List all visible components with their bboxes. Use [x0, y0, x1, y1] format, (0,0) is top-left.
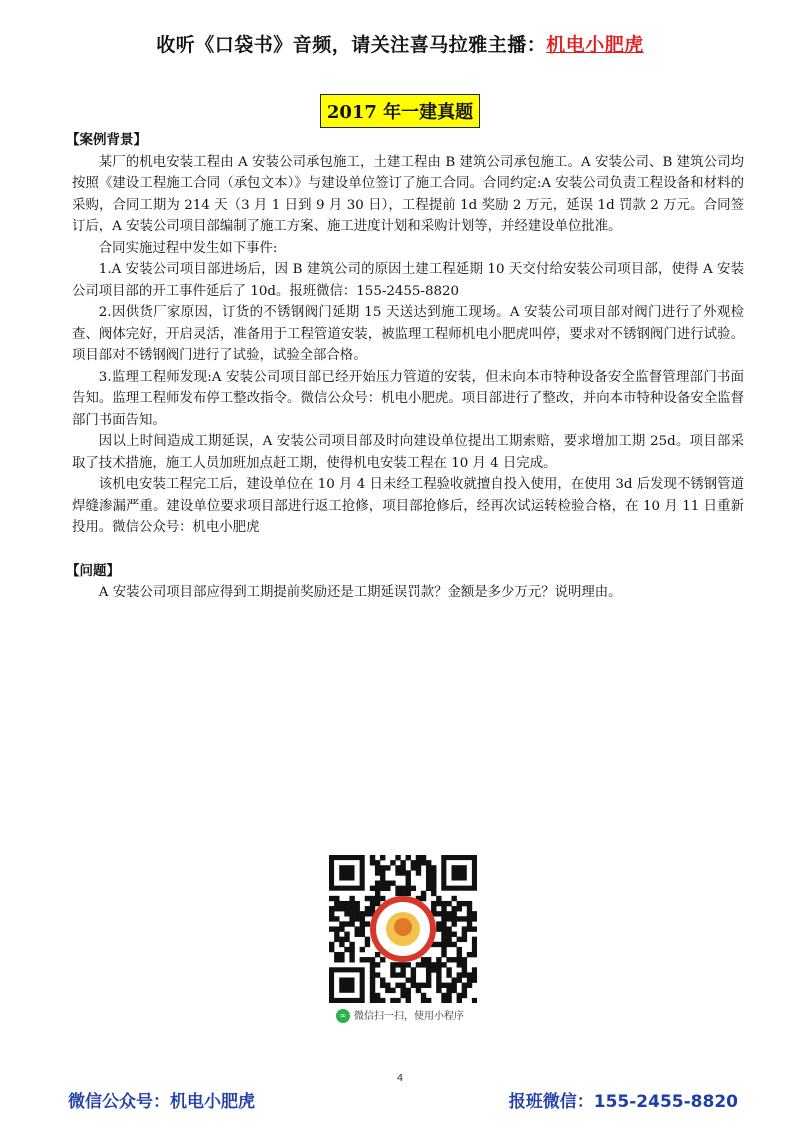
case-paragraph: 合同实施过程中发生如下事件: — [98, 240, 278, 256]
page-number: 4 — [396, 1073, 404, 1084]
qr-code-image — [329, 855, 477, 1003]
footer-wechat-contact: 报班微信：155-2455-8820 — [508, 1092, 738, 1112]
case-paragraph: 该机电安装工程完工后，建设单位在 10 月 4 日未经工程验收就擅自投入使用，在使用 3d 后发现不锈钢管道焊缝渗漏严重。建设单位要求项目部进行返工抢修，项目部抢修后，经再次试运转检验合格，在 10 月 11 日重新投用。微信公众号：机电小肥虎 — [72, 477, 744, 535]
qr-caption-text: 微信扫一扫，使用小程序 — [354, 1011, 464, 1022]
document-body — [66, 130, 744, 604]
question-text: A 安装公司项目部应得到工期提前奖励还是工期延误罚款？金额是多少万元？说明理由。 — [98, 585, 622, 600]
page-header — [0, 30, 800, 57]
qr-caption — [0, 1007, 800, 1023]
author-link[interactable]: 机电小肥虎 — [546, 34, 644, 56]
case-paragraph: 某厂的机电安装工程由 A 安装公司承包施工，土建工程由 B 建筑公司承包施工。A 安装公司、B 建筑公司均按照《建设工程施工合同（承包文本）》与建设单位签订了施工合同。合同约定:A 安装公司负责工程设备和材料的采购，合同工期为 214 天（3 月 1 日到 9 月 30 日），工程提前 1d 奖励 2 万元，延误 1d 罚款 2 万元。合同签订后，A 安装公司项目部编制了施工方案、施工进度计划和采购计划等，并经建设单位批准。 — [72, 154, 744, 234]
case-heading: 【案例背景】 — [66, 132, 147, 148]
case-paragraph: 3.监理工程师发现:A 安装公司项目部已经开始压力管道的安装，但未向本市特种设备安全监督管理部门书面告知。监理工程师发布停工整改指令。微信公众号：机电小肥虎。项目部进行了整改，并向本市特种设备安全监督部门书面告知。 — [72, 369, 744, 428]
page-title — [0, 94, 800, 128]
header-text: 收听《口袋书》音频，请关注喜马拉雅主播： — [156, 34, 547, 56]
title-text: 2017 年一建真题 — [320, 94, 480, 128]
case-paragraph: 2.因供货厂家原因，订货的不锈钢阀门延期 15 天送达到施工现场。A 安装公司项目部对阀门进行了外观检查、阀体完好，开启灵活，准备用于工程管道安装，被监理工程师机电小肥虎叫停，要求对不锈钢阀门进行试验。项目部对不锈钢阀门进行了试验，试验全部合格。 — [72, 305, 744, 363]
question-heading: 【问题】 — [66, 562, 120, 579]
footer-wechat-account: 微信公众号：机电小肥虎 — [68, 1092, 255, 1112]
wechat-icon: ∞ — [336, 1009, 350, 1023]
qr-code — [329, 855, 477, 1003]
case-paragraph: 因以上时间造成工期延误，A 安装公司项目部及时向建设单位提出工期索赔，要求增加工期 25d。项目部采取了技术措施，施工人员加班加点赶工期，使得机电安装工程在 10 月 4 日完成。 — [72, 434, 744, 471]
section-gap — [72, 539, 744, 561]
case-paragraph: 1.A 安装公司项目部进场后，因 B 建筑公司的原因土建工程延期 10 天交付给安装公司项目部，使得 A 安装公司项目部的开工事件延后了 10d。报班微信：155-2455-8820 — [72, 262, 744, 299]
